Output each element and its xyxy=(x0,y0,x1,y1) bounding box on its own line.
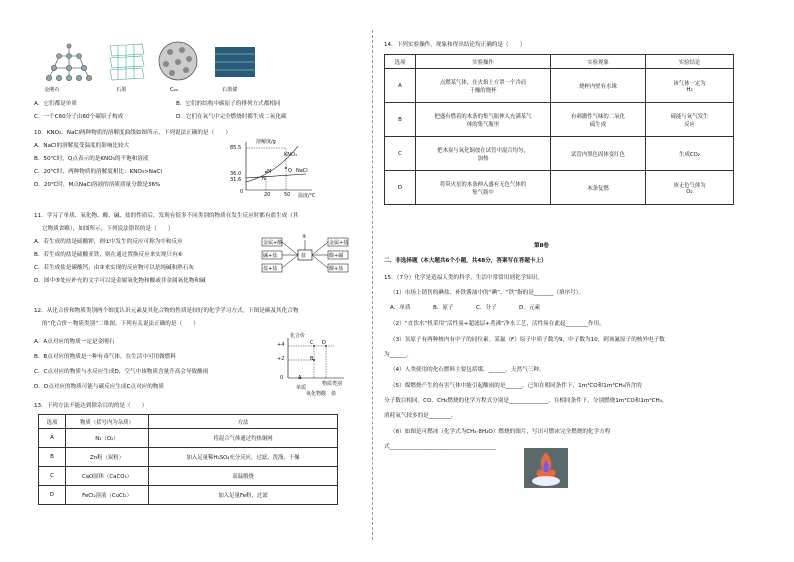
q14-cell-line: 点燃某气体，在火焰上方罩一个冷而 xyxy=(439,79,527,86)
point-b: B xyxy=(310,356,314,362)
q14-cell-line: 反应 xyxy=(684,121,695,128)
part2-instructions: 二、非选择题（本大题共6个小题，共48分，答案写在答题卡上） xyxy=(384,258,547,264)
curve-label-kno3: KNO₃ xyxy=(284,152,297,158)
point-a: A xyxy=(298,375,302,381)
q14-cell-line: 体的集气瓶里 xyxy=(466,121,500,128)
q14-cell xyxy=(646,137,734,171)
q11-option-d: D．图中⑤处应补充的文字可以是金属氧化物和酸或非金属氧化物和碱 xyxy=(34,278,206,284)
q15-line-9: 消耗氧气较多的是________。 xyxy=(384,413,457,419)
part2-title: 第Ⅱ卷 xyxy=(534,243,549,249)
diagram-node-1: 金属+酸 xyxy=(263,240,283,246)
column-divider xyxy=(372,30,373,540)
q14-cell xyxy=(416,103,551,137)
q13-cell: 将混合气体通过灼热铜网 xyxy=(149,429,338,448)
q14-cell: A xyxy=(385,69,416,103)
q15-line-8: 分子数目相同。CO、CH₄燃烧的化学方程式分别是______________，在相同条件下，分别燃烧1m³CO和1m³CH₄， xyxy=(384,398,668,404)
q14-cell xyxy=(646,171,734,205)
table-row xyxy=(39,448,338,467)
q14-cell xyxy=(646,103,734,137)
q15-line-2: A．单质 B．原子 C．分子 D．元素 xyxy=(390,305,541,311)
q12-stem-line1: 12．从化合价和物质类别两个维度认识元素及其化合物的性质是较好的化学学习方式。下图是碳及其化合物 xyxy=(34,308,299,314)
diagram-node-3: 盐+盐 xyxy=(263,266,278,272)
q14-header-conclusion: 实验结论 xyxy=(646,55,734,69)
q14-cell: C xyxy=(385,137,416,171)
solubility-xtick-50: 50 xyxy=(284,192,291,198)
q14-cell xyxy=(551,137,646,171)
diagram-node-2: 碱+盐 xyxy=(263,253,278,259)
q9-option-d: D．它们在氧气中完全燃烧时都生成二氧化碳 xyxy=(176,114,287,120)
point-label-m: M xyxy=(267,169,272,175)
diagram-node-5: 酸+碱 xyxy=(329,253,344,259)
solubility-tick-31: 31.6 xyxy=(230,177,242,183)
q12-option-b: B．B点对应的物质是一种有毒气体，在生活中可用做燃料 xyxy=(34,354,176,360)
diagram-node-7: ⑤ xyxy=(302,234,307,240)
q14-cell-line: 有刺激性气味的二氧化 xyxy=(571,113,625,120)
q14-cell xyxy=(551,103,646,137)
solubility-tick-85: 85.5 xyxy=(230,145,242,151)
diamond-structure-icon xyxy=(44,42,94,82)
q9-option-a: A．它们都是单质 xyxy=(34,101,77,107)
q10-option-a: A．NaCl的溶解度受温度的影响比较大 xyxy=(34,143,130,149)
q14-cell-line: 硫能与氧气发生 xyxy=(670,113,709,120)
q13-cell: D xyxy=(39,486,66,505)
valence-ytick-4: +4 xyxy=(277,342,285,348)
valence-xlabel: 物质类别 xyxy=(322,381,343,387)
q14-cell-line: 木条复燃 xyxy=(587,185,609,192)
q15-line-0: 15．（7分）化学是造福人类的科学，生活中常常用到化学知识。 xyxy=(384,275,543,281)
mineral-label-graphene: 石墨烯 xyxy=(222,87,238,93)
q14-cell xyxy=(416,69,551,103)
q9-option-b: B．它们的结构中碳原子的排列方式都相同 xyxy=(176,101,281,107)
q13-cell: 高温煅烧 xyxy=(149,467,338,486)
q14-cell-line: O₂ xyxy=(686,188,693,195)
q14-cell-line: H₂ xyxy=(686,86,693,93)
table-row xyxy=(385,103,734,137)
q14-cell-line: 烧杯内壁有水珠 xyxy=(579,83,617,90)
q10-stem: 10．KNO₃、NaCl两种物质的溶解度曲线如图所示，下列说法正确的是（ ） xyxy=(34,130,231,136)
q12-option-d: D．D点对应的物质可能与碳反应生成C点对应的物质 xyxy=(34,384,164,390)
q14-cell-line: 把木炭与氧化铜放在试管中混合均匀， xyxy=(437,147,529,154)
diagram-center-salt: 盐 xyxy=(301,253,307,259)
q14-cell xyxy=(416,171,551,205)
valence-xtick-acid: 酸 xyxy=(321,391,327,397)
valence-ylabel: 化合价 xyxy=(290,333,306,339)
q11-option-b: B．若生成的盐是硫酸亚铁，则在通过置换反应来实现只有⑥ xyxy=(34,252,183,258)
graphene-structure-icon xyxy=(214,46,256,78)
q14-cell xyxy=(551,69,646,103)
q14-cell: B xyxy=(385,103,416,137)
q11-option-a: A．若生成的盐是硫酸钾，则①中发生的反应可称为中和反应 xyxy=(34,239,183,245)
q14-cell xyxy=(646,69,734,103)
q14-cell-line: 干燥的烧杯 xyxy=(469,87,497,94)
valence-ytick-2: +2 xyxy=(277,356,285,362)
valence-xtick-oxide: 氧化物 xyxy=(306,391,322,397)
q13-cell: A xyxy=(39,429,66,448)
q14-cell-line: 把盛有燃着的木条的集气瓶伸入充满某气 xyxy=(434,113,532,120)
q14-table xyxy=(384,54,734,205)
diagram-node-4: 金属+盐 xyxy=(329,240,349,246)
valence-xtick-single: 单质 xyxy=(296,385,307,391)
q12-option-c: C．C点对应的物质与水反应生成D，空气中该物质含量升高会导致酸雨 xyxy=(34,369,209,375)
q13-cell: N₂（O₂） xyxy=(66,429,149,448)
q14-cell-line: 生成CO₂ xyxy=(679,151,700,158)
q9-option-c: C．一个C60分子由60个碳原子构成 xyxy=(34,114,124,120)
q13-cell: C xyxy=(39,467,66,486)
q13-header-method: 方法 xyxy=(149,415,338,429)
q10-option-b: B．50℃时，Q点表示的是KNO₃的不饱和溶液 xyxy=(34,156,149,162)
q13-cell: FeCl₂溶液（CuCl₂） xyxy=(66,486,149,505)
q14-cell xyxy=(416,137,551,171)
table-row xyxy=(385,69,734,103)
q15-line-11: 式______________________________________ xyxy=(384,444,496,450)
q14-stem: 14．下列实验操作、现象和得出结论均正确的是（ ） xyxy=(384,42,526,48)
q14-cell-line: 试管内黑色固体变红色 xyxy=(571,151,625,158)
q15-line-4: （3）氢原子有两种核内有中子的同位素。某氟（F）原子中质子数为9，中子数为10，则该氟原子的核外电子数 xyxy=(390,337,665,343)
q14-cell-line: 该无色气体为 xyxy=(673,182,706,189)
c60-structure-icon xyxy=(156,40,200,82)
table-row xyxy=(39,429,338,448)
table-row xyxy=(39,467,338,486)
point-c: C xyxy=(310,340,314,346)
q15-line-10: （6）如图是可燃冰（化学式为CH₄·8H₂O）燃烧的图片，写出可燃冰完全燃烧的化学方程 xyxy=(390,429,611,435)
q15-line-6: （4）人类使用的化石燃料主要包括煤、______、天然气三种。 xyxy=(390,367,545,373)
q13-cell: B xyxy=(39,448,66,467)
q14-header-option: 选项 xyxy=(385,55,416,69)
q14-cell-line: 加热 xyxy=(477,155,489,162)
valence-ytick-0: 0 xyxy=(280,375,284,381)
q10-option-d: D．20℃时，M点NaCl溶液的溶质质量分数是36% xyxy=(34,182,161,188)
q11-stem-line1: 11．学习了单质、氧化物、酸、碱、盐的性质后，发现有很多不同类别的物质在发生反应时都有盐生成（其 xyxy=(34,213,299,219)
table-row xyxy=(39,486,338,505)
q15-line-3: （2）“直饮水”机采用“活性炭+超滤层+煮沸”净水工艺，活性炭在此起________作用。 xyxy=(390,321,605,327)
q15-line-7: （5）煤燃烧产生的有害气体中能引起酸雨的是______。已知在相同条件下，1m³CO和1m³CH₄所含的 xyxy=(390,383,642,389)
q14-header-operation: 实验操作 xyxy=(416,55,551,69)
solubility-tick-36: 36.0 xyxy=(230,171,242,177)
q14-cell: D xyxy=(385,171,416,205)
q14-cell-line: 该气体一定为 xyxy=(673,80,706,87)
q13-cell: 加入足量Fe粉，过滤 xyxy=(149,486,338,505)
solubility-tick-0: 0 xyxy=(240,189,244,195)
q13-header-option: 选项 xyxy=(39,415,66,429)
graphite-structure-icon xyxy=(106,40,146,82)
q15-line-1: （1）市场上销售的碘盐、补铁酱油中的“碘”、“铁”指的是_______（填序号）。 xyxy=(390,290,585,296)
point-label-q: Q xyxy=(288,168,292,174)
mineral-label-c60: C₆₀ xyxy=(170,87,178,93)
q14-cell-line: 集气瓶中 xyxy=(472,189,494,196)
q13-table xyxy=(38,414,338,505)
point-d: D xyxy=(322,340,326,346)
solubility-xlabel: 温度/℃ xyxy=(298,193,316,199)
q13-stem: 13．下列方法不能达到除杂目的的是（ ） xyxy=(34,403,148,409)
q14-cell-line: 硫生成 xyxy=(589,121,607,128)
point-label-n: N xyxy=(262,176,266,182)
table-row xyxy=(385,171,734,205)
q15-line-5: 为______。 xyxy=(384,352,412,358)
valence-xtick-salt: 盐 xyxy=(331,391,337,397)
q13-header-substance: 物质（括号内为杂质） xyxy=(66,415,149,429)
q12-stem-line2: 的“化合价－物质类别”二维图。下列有关说法正确的是（ ） xyxy=(42,321,199,327)
solubility-axis-title: 溶解度/g xyxy=(256,139,276,145)
solubility-xtick-20: 20 xyxy=(264,192,271,198)
mineral-label-graphite: 石墨 xyxy=(116,87,127,93)
q11-stem-line2: 它物质省略），如图所示，下列说法错误的是（ ） xyxy=(42,226,174,232)
q11-option-c: C．若生成盐是碳酸钙，由③来实现的反应物可以是纯碱和熟石灰 xyxy=(34,265,194,271)
q12-option-a: A．A点对应的物质一定是金刚石 xyxy=(34,339,115,345)
q14-cell xyxy=(551,171,646,205)
q14-header-phenomenon: 实验现象 xyxy=(551,55,646,69)
burning-combustible-ice-photo xyxy=(524,448,568,488)
curve-label-nacl: NaCl xyxy=(296,168,308,174)
q13-cell: 加入足量稀H₂SO₄充分反应，过滤、洗涤、干燥 xyxy=(149,448,338,467)
diagram-node-6: 酸+盐 xyxy=(329,266,344,272)
q10-option-c: C．20℃时，两种物质的溶解度相比：KNO₃>NaCl xyxy=(34,169,162,175)
q13-cell: CaO固体（CaCO₃） xyxy=(66,467,149,486)
q13-cell: Zn粉（炭粉） xyxy=(66,448,149,467)
q14-cell-line: 将带火星的木条伸入盛有无色气体的 xyxy=(439,181,527,188)
mineral-label-diamond: 金刚石 xyxy=(44,87,60,93)
table-row xyxy=(385,137,734,171)
